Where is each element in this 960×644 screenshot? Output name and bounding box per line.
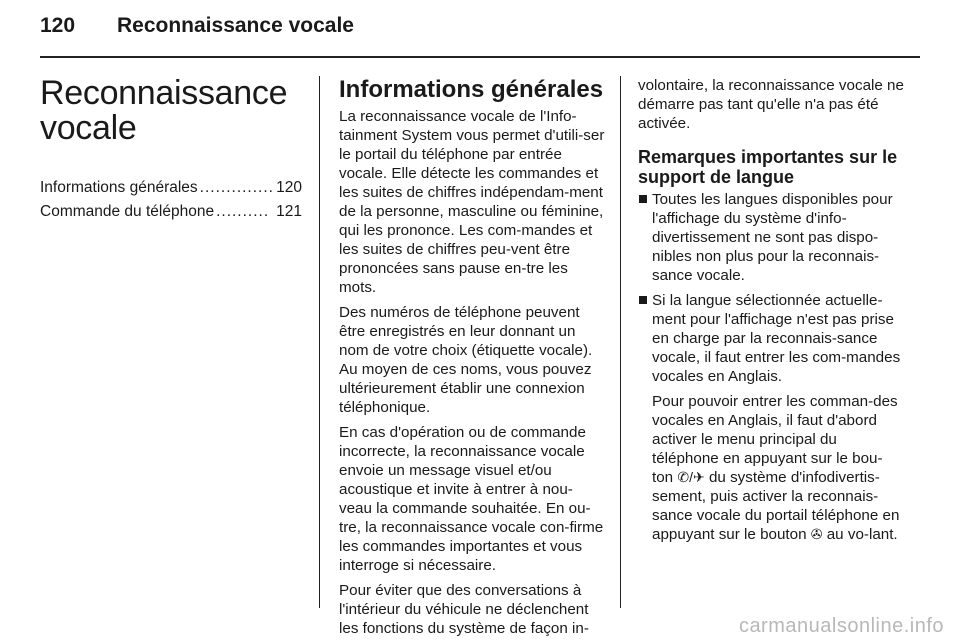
paragraph: Pour éviter que des conversations à l'intérieur du véhicule ne déclenchent les fonctions du système de façon in- [339, 582, 589, 637]
phone-button-icon: ✆/✈ [677, 469, 705, 485]
list-item-text [652, 392, 904, 544]
subsection-heading: Remarques importantes sur le support de langue [638, 147, 898, 187]
bullet-icon [639, 296, 647, 304]
toc-entry-page: 120 [276, 179, 302, 196]
list-item-text: Toutes les langues disponibles pour l'affichage du système d'info-divertissement ne sont pas dispo-nibles non plus pour la reconnais-sance vocale. [652, 191, 893, 284]
section-heading: Informations générales [339, 76, 604, 103]
toc-entry[interactable] [40, 200, 302, 224]
header-rule [40, 56, 920, 58]
toc-leader: .............. [199, 179, 274, 196]
voice-button-icon: ✇ [810, 526, 823, 542]
chapter-title-line1: Reconnaissance [40, 74, 288, 112]
text-run: du système d'infodivertis-sement, puis activer la reconnais-sance vocale du portail téléphone en appuyant sur le bouton [652, 469, 900, 543]
text-run: Pour pouvoir entrer les comman-des vocales en Anglais, il faut d'abord activer le menu principal du téléphone en appuyant sur le bou- [652, 393, 898, 467]
chapter-column [40, 76, 302, 224]
column-divider [319, 76, 320, 608]
column-divider [620, 76, 621, 608]
list-item [638, 190, 904, 285]
paragraph-continued: volontaire, la reconnaissance vocale ne démarre pas tant qu'elle n'a pas été activée. [638, 77, 904, 132]
watermark: carmanualsonline.info [738, 615, 944, 637]
text-run: ton [652, 469, 674, 486]
page-number: 120 [40, 14, 76, 37]
text-run: au vo-lant. [826, 526, 898, 543]
toc-entry-label: Informations générales [40, 179, 198, 196]
chapter-toc [40, 176, 302, 224]
list-item [638, 291, 904, 544]
toc-entry[interactable] [40, 176, 302, 200]
chapter-title-line2: vocale [40, 109, 137, 147]
language-notes-column [638, 76, 904, 550]
toc-leader: .......... [216, 203, 270, 220]
general-info-column [339, 76, 605, 644]
running-title: Reconnaissance vocale [117, 14, 354, 37]
paragraph: En cas d'opération ou de commande incorrecte, la reconnaissance vocale envoie un message visuel et/ou acoustique et invite à entrer à nou-veau la commande souhaitée. En ou-tre, la reconnaissance vocale con-firme les commandes importantes et vous interroge si nécessaire. [339, 424, 604, 574]
chapter-title [40, 76, 302, 146]
paragraph: Des numéros de téléphone peuvent être enregistrés en leur donnant un nom de votre choix (étiquette vocale). Au moyen de ces noms, vous pouvez ultérieurement établir une connexion téléphonique. [339, 304, 593, 416]
bullet-icon [639, 195, 647, 203]
paragraph: La reconnaissance vocale de l'Info-tainment System vous permet d'utili-ser le portail du téléphone par entrée vocale. Elle détecte les commandes et les suites de chiffres indépendam-ment de la personne, masculine ou féminine, qui les prononce. Les com-mandes et les suites de chiffres peu-vent être prononcées sans pause en-tre les mots. [339, 108, 605, 296]
list-item-text: Si la langue sélectionnée actuelle-ment pour l'affichage n'est pas prise en charge par la reconnais-sance vocale, il faut entrer les com-mandes vocales en Anglais. [652, 292, 901, 385]
toc-entry-page: 121 [276, 203, 302, 220]
toc-entry-label: Commande du téléphone [40, 203, 215, 220]
notes-list [638, 190, 904, 544]
